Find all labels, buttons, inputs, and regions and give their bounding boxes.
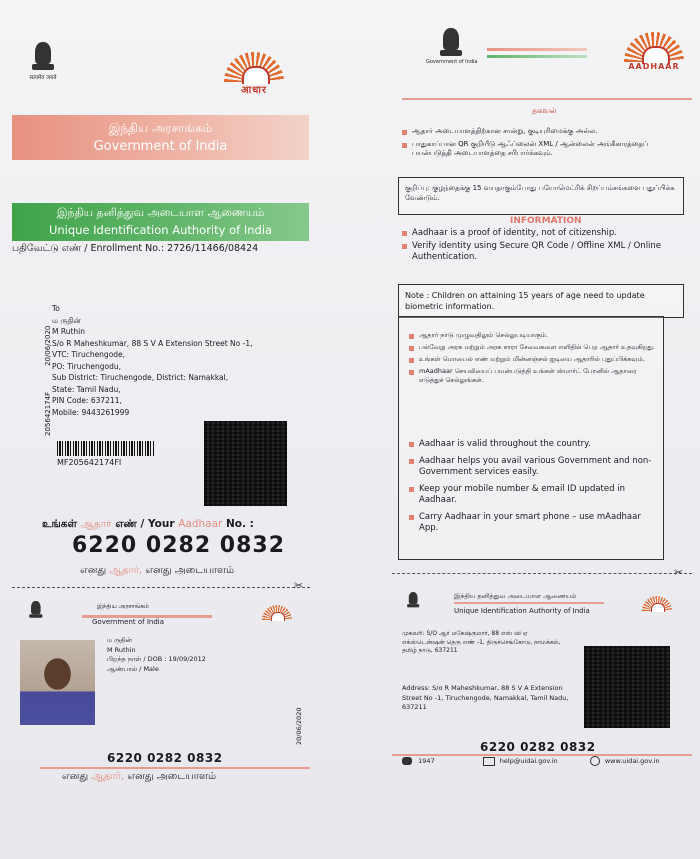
card-contact-footer [402,756,692,766]
scissors-icon: ✂ [674,566,684,579]
website: www.uidai.gov.in [604,757,660,765]
list-item: ஆதார் அடையாளத்திற்கான சான்று, குடியுரிமைக்கு அல்ல. [400,127,685,137]
address-line: State: Tamil Nadu, [52,384,121,394]
holder-gender: ஆண்பால் / Male [107,664,159,673]
mail-icon [483,757,495,766]
vertical-code: 205642174F [44,391,52,436]
aadhaar-card-back [392,578,692,798]
cut-line [12,587,310,588]
tamil-note: குறிப்பு: குழந்தைக்கு 15 வயதாகும்போது பயோமெட்ரிக் சிறப்பம்சங்களை புதுப்பிக்க வேண்டும். [405,184,675,202]
address-line: Sub District: Tiruchengode, District: Namakkal, [52,373,229,382]
emblem-icon [28,601,44,625]
address-line: M Ruthin [52,327,86,336]
validity-info-box [398,316,664,560]
info-tamil-heading: தகவல் [532,106,557,115]
vertical-date: 20/06/2020 [44,325,52,366]
enrollment-number: பதிவேட்டு எண் / Enrollment No.: 2726/11466/08424 [12,243,259,254]
emblem-icon [30,42,56,82]
info-heading: INFORMATION [510,216,582,226]
card-bottom-line [40,767,310,769]
barcode-text: MF205642174FI [57,458,122,467]
globe-icon [590,756,600,766]
list-item: உங்கள் மொபைல் எண் மற்றும் மின்னஞ்சல் ஐடியை ஆதாரில் புதுப்பிக்கவும். [407,355,657,364]
address-line: VTC: Tiruchengode, [52,350,126,359]
list-item: Aadhaar is valid throughout the country. [407,439,657,451]
list-item: பாதுகாப்பான QR குறியீடு ஆஃப்லைன் XML / ஆன்லைன் அங்கீகாரத்தைப் பயன்படுத்தி அடையாளத்தை சரிபார்க்கவும். [400,140,685,159]
list-item: Verify identity using Secure QR Code / Offline XML / Online Authentication. [400,241,685,263]
card-holder-details [107,636,206,674]
address-line: PIN Code: 637211, [52,396,122,405]
holder-name-english: M Ruthin [107,645,136,654]
list-item: Aadhaar helps you avail various Government and non-Government services easily. [407,456,657,479]
holder-dob: பிறந்த நாள் / DOB : 19/09/2012 [107,655,206,663]
card-issue-date: 20/06/2020 [295,707,303,745]
emblem-icon [426,28,478,68]
card-gov-english: Government of India [92,618,165,626]
tamil-note-box [398,177,684,215]
qr-code [584,646,670,728]
card-address-english: Address: S/o R Maheshkumar, 88 S V A Extension Street No -1, Tiruchengode, Namakkal, Tamil Nadu, 637211 [402,684,569,711]
emblem-caption: सत्यमेव जयते [29,75,57,81]
biometric-note: Note : Children on attaining 15 years of age need to update biometric information. [405,291,645,311]
scissors-icon: ✂ [294,579,304,592]
note-box [398,284,684,318]
phone-icon [402,757,412,765]
qr-code [204,421,287,506]
uidai-tamil: இந்திய தனித்துவ அடையாள ஆணையம் [56,206,265,219]
my-aadhaar-tagline: எனது ஆதார், எனது அடையாளம் [80,565,235,576]
address-line: ம ருதின் [52,315,81,325]
address-line: S/o R Maheshkumar, 88 S V A Extension Street No -1, [52,338,253,348]
english-info-list [400,228,685,265]
aadhaar-number: 6220 0282 0832 [72,533,286,558]
address-line: To [52,304,60,313]
holder-name-tamil: ம ருதின் [107,636,132,644]
government-banner [12,115,309,160]
emblem-icon [406,592,420,614]
gov-english: Government of India [93,139,228,154]
box-english-list [407,439,657,538]
uidai-english: Unique Identification Authority of India [48,223,273,237]
uidai-banner [12,203,309,241]
recipient-address [52,303,312,418]
holder-photo [20,640,95,725]
card-red-line [454,602,604,604]
support-email: help@uidai.gov.in [499,757,558,765]
card-aadhaar-number: 6220 0282 0832 [480,740,596,754]
card-tagline: எனது ஆதார், எனது அடையாளம் [62,771,217,782]
helpline-number: 1947 [418,757,435,765]
address-line: PO: Tiruchengodu, [52,361,121,371]
header-stripe [487,48,587,51]
your-aadhaar-label: உங்கள் ஆதார் எண் / Your Aadhaar No. : [42,518,254,530]
emblem-caption: Government of India [426,59,478,65]
list-item: Aadhaar is a proof of identity, not of citizenship. [400,228,685,239]
tamil-info-list [400,127,685,162]
letter-right-panel [392,10,692,845]
aadhaar-card-front [12,593,312,793]
list-item: Keep your mobile number & email ID updated in Aadhaar. [407,484,657,507]
card-address-tamil: முகவரி: S/O ஆர் மகேஷ்குமார், 88 எஸ் வி ஏ எக்ஸ்டென்ஷன் தெரு எண் -1, திருச்செங்கோடு, நாமக்கல், தமிழ் நாடு, 637211 [402,630,561,654]
list-item: பல்வேறு அரசு மற்றும் அரசு சாரா சேவைகளை எளிதில் பெற ஆதார் உதவுகிறது. [407,343,657,352]
gov-tamil: இந்திய அரசாங்கம் [108,121,213,135]
section-divider [402,98,692,100]
list-item: ஆதார் நாடு முழுவதிலும் செல்லுபடியாகும். [407,331,657,340]
list-item: mAadhaar செயலியைப் பயன்படுத்தி உங்கள் ஸ்மார்ட் போனில் ஆதாரை எடுத்துச் செல்லுங்கள். [407,367,657,385]
card-aadhaar-number: 6220 0282 0832 [107,751,223,765]
cut-line [392,573,692,574]
box-tamil-list [407,331,657,388]
card-gov-tamil: இந்திய அரசாங்கம் [97,603,149,610]
address-line: Mobile: 9443261999 [52,407,130,417]
barcode [57,441,155,456]
card-uidai-english: Unique Identification Authority of India [454,607,590,615]
aadhaar-logo-text: आधार [240,85,268,96]
header-stripe [487,55,587,58]
card-uidai-tamil: இந்திய தனித்துவ அடையாள ஆணையம் [454,592,577,600]
aadhaar-logo-text: AADHAAR [628,62,680,71]
list-item: Carry Aadhaar in your smart phone – use mAadhaar App. [407,512,657,535]
letter-left-panel [12,10,312,845]
